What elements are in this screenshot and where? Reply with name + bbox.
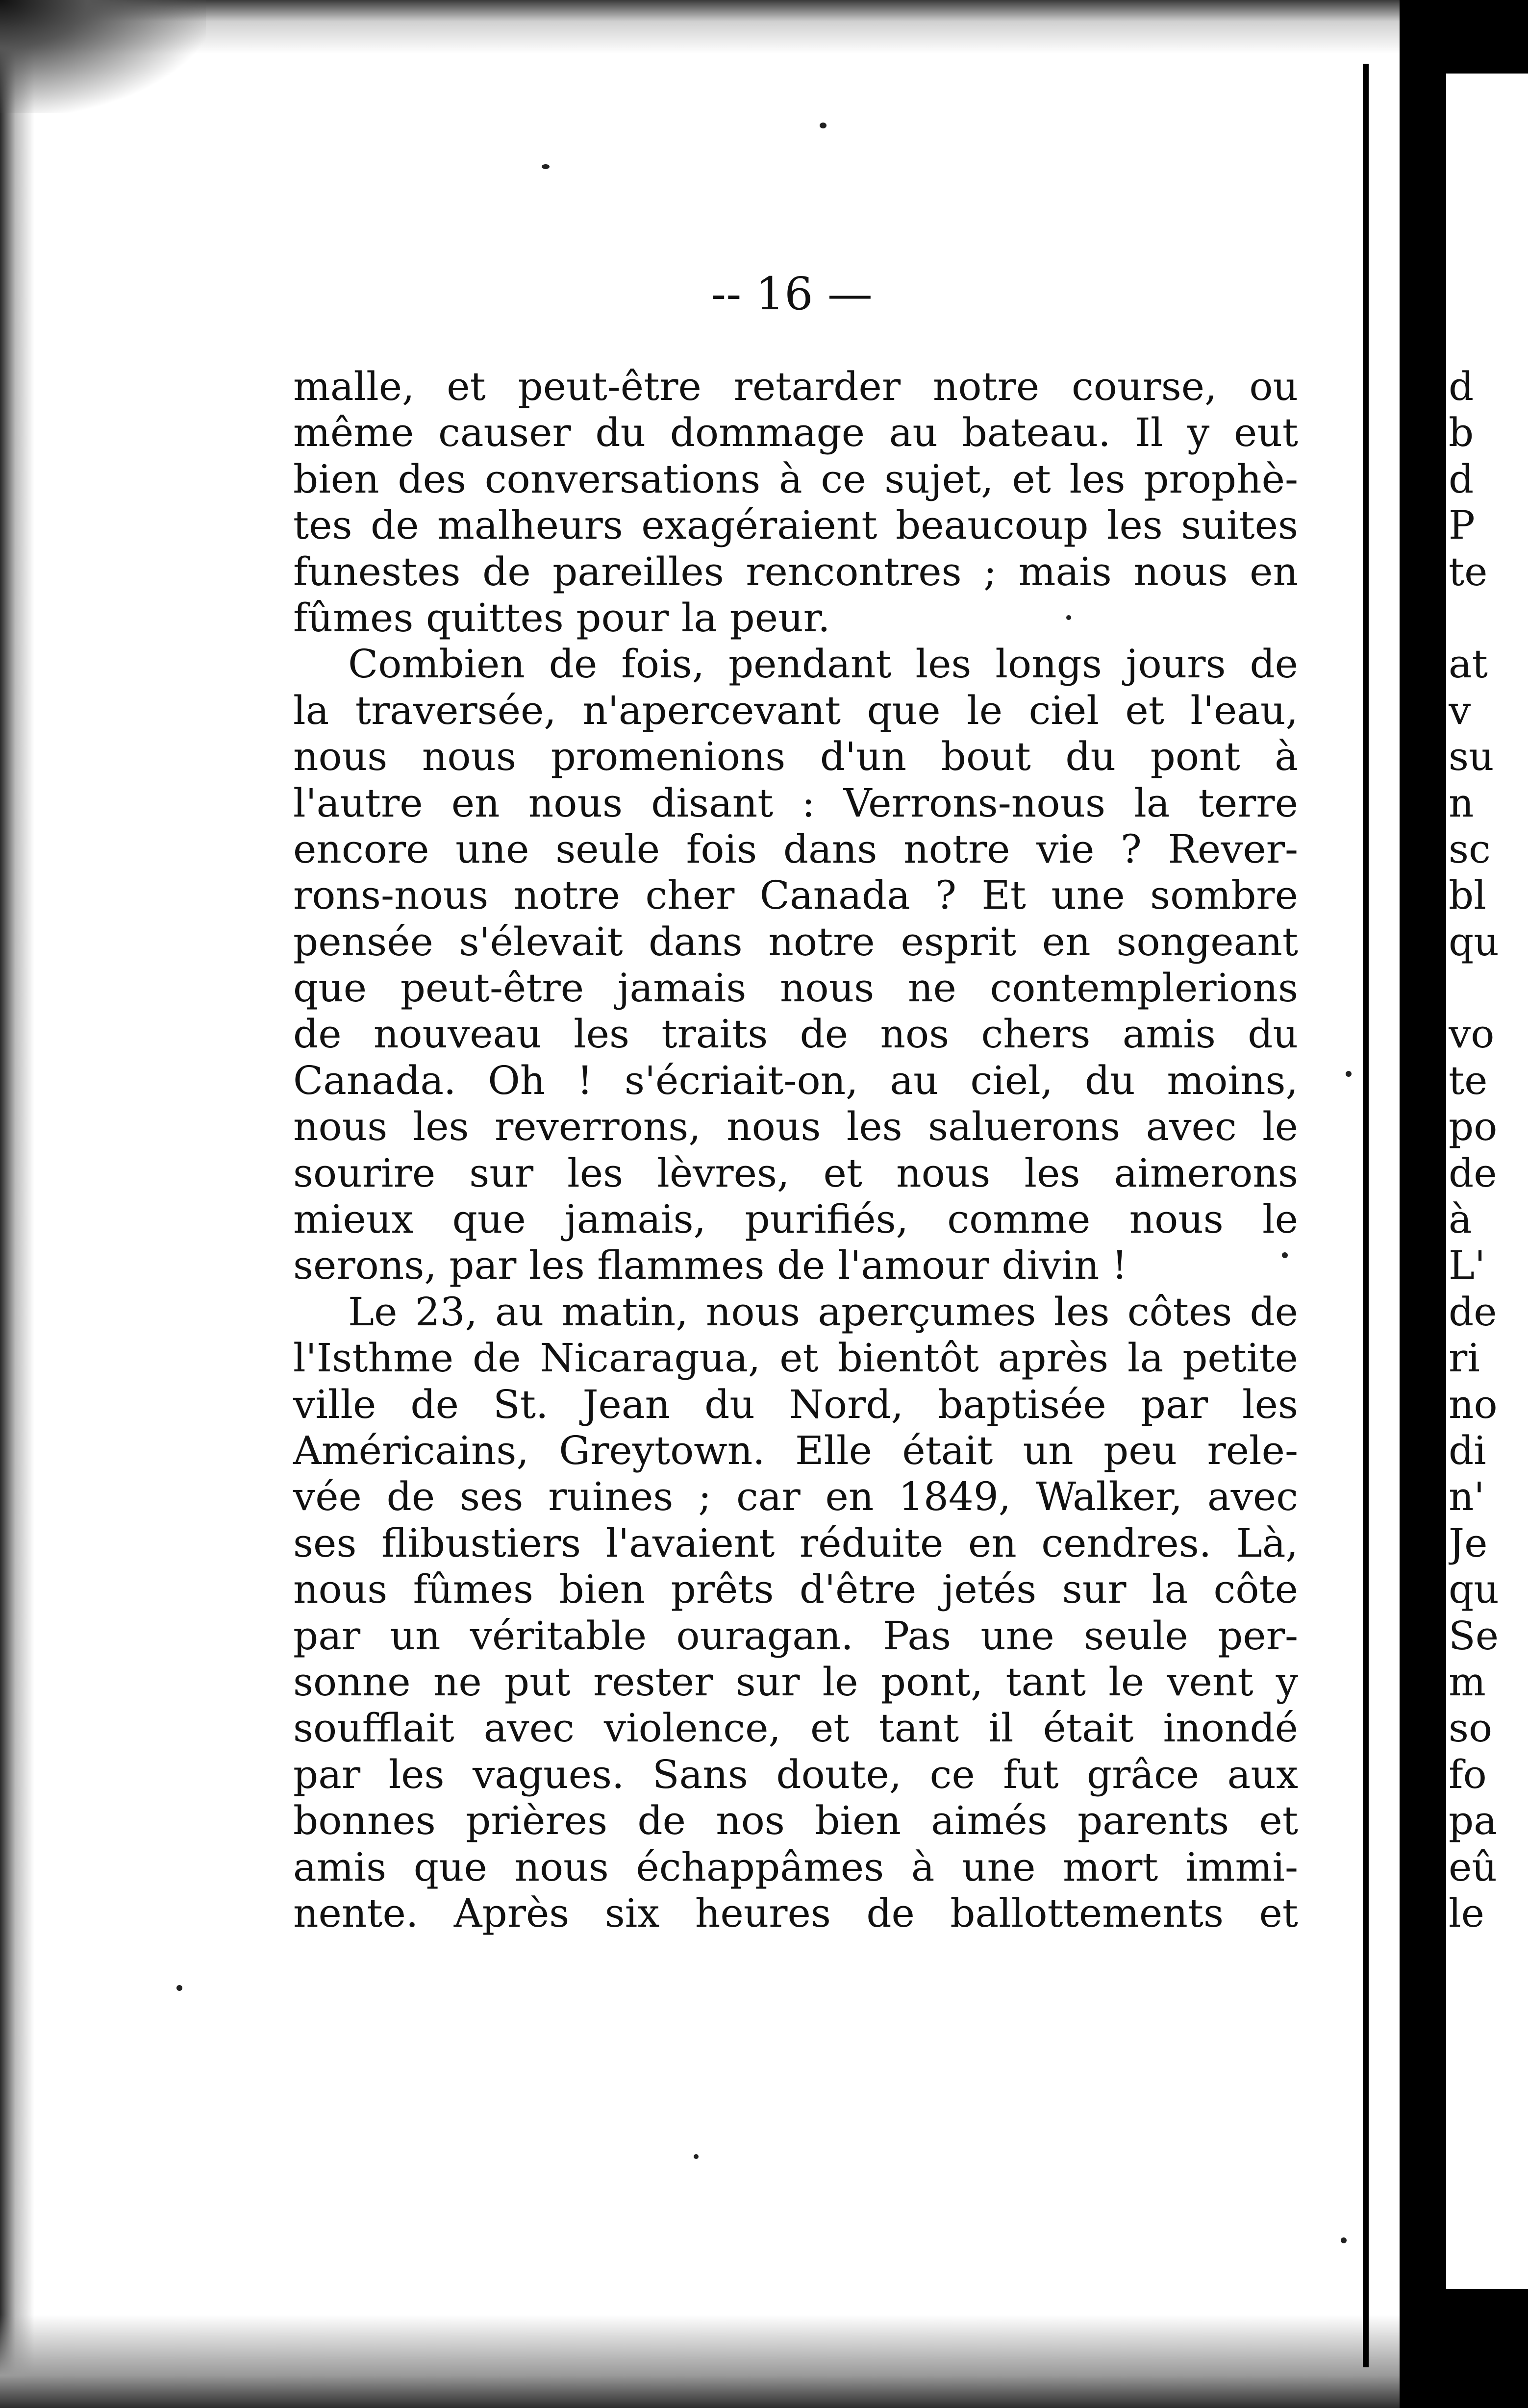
text-line: fûmes quittes pour la peur.: [293, 595, 830, 641]
text-line: bonnes prières de nos bien aimés parents et: [293, 1798, 1298, 1844]
facing-text-line: le: [1449, 1890, 1484, 1936]
text-line: nente. Après six heures de ballottements et: [293, 1890, 1298, 1936]
facing-text-line: at: [1449, 641, 1488, 687]
paragraph-start-line: Le 23, au matin, nous aperçumes les côtes de: [348, 1289, 1298, 1335]
page-number: -- 16 —: [711, 268, 873, 320]
facing-text-line: L': [1449, 1242, 1486, 1289]
facing-text-line: P: [1449, 502, 1475, 548]
text-line: nous fûmes bien prêts d'être jetés sur la côte: [293, 1566, 1298, 1613]
facing-text-line: di: [1449, 1427, 1486, 1473]
facing-page-text: [1449, 364, 1528, 1936]
text-line: Américains, Greytown. Elle était un peu rele-: [293, 1427, 1298, 1473]
text-line: ses flibustiers l'avaient réduite en cendres. Là,: [293, 1520, 1298, 1566]
facing-text-line: po: [1449, 1104, 1498, 1150]
facing-text-line: bl: [1449, 872, 1486, 919]
print-speck: [1066, 615, 1071, 620]
text-line: encore une seule fois dans notre vie ? Rever-: [293, 826, 1298, 872]
print-speck: [1341, 2237, 1347, 2243]
facing-text-line: n': [1449, 1474, 1485, 1520]
facing-text-line: Je: [1449, 1520, 1488, 1566]
print-speck: [176, 1985, 182, 1991]
text-line: funestes de pareilles rencontres ; mais nous en: [293, 548, 1298, 595]
facing-text-line: pa: [1449, 1798, 1497, 1844]
facing-text-line: n: [1449, 780, 1474, 826]
text-line: soufflait avec violence, et tant il était inondé: [293, 1705, 1298, 1751]
facing-text-line: de: [1449, 1289, 1497, 1335]
text-line: tes de malheurs exagéraient beaucoup les suites: [293, 502, 1298, 548]
facing-text-line: so: [1449, 1705, 1493, 1751]
page-top-edge-shadow: [0, 0, 1400, 54]
print-speck: [1346, 1071, 1352, 1077]
facing-text-line: [1449, 595, 1528, 641]
paragraph-start-line: Combien de fois, pendant les longs jours de: [348, 641, 1298, 687]
facing-text-line: v: [1449, 687, 1471, 733]
book-gutter-line: [1363, 64, 1369, 2367]
text-line: bien des conversations à ce sujet, et les prophè-: [293, 456, 1298, 502]
text-line: sourire sur les lèvres, et nous les aimerons: [293, 1150, 1298, 1196]
text-line: pensée s'élevait dans notre esprit en songeant: [293, 919, 1298, 965]
text-line: Canada. Oh ! s'écriait-on, au ciel, du moins,: [293, 1057, 1298, 1103]
text-line: sonne ne put rester sur le pont, tant le vent y: [293, 1659, 1298, 1705]
page-left-edge-shadow: [0, 0, 34, 2408]
facing-text-line: b: [1449, 410, 1474, 456]
text-line: l'Isthme de Nicaragua, et bientôt après la petite: [293, 1335, 1298, 1381]
text-line: par un véritable ouragan. Pas une seule per-: [293, 1613, 1298, 1659]
facing-text-line: no: [1449, 1381, 1498, 1427]
text-line: rons-nous notre cher Canada ? Et une sombre: [293, 872, 1298, 919]
page-corner-shadow: [0, 0, 206, 113]
facing-text-line: Se: [1449, 1613, 1499, 1659]
text-line: mieux que jamais, purifiés, comme nous le: [293, 1196, 1298, 1242]
text-line: la traversée, n'apercevant que le ciel et l'eau,: [293, 687, 1298, 733]
facing-text-line: qu: [1449, 1566, 1499, 1613]
page-bottom-edge-shadow: [0, 2315, 1400, 2408]
facing-text-line: [1449, 965, 1528, 1011]
body-text: [293, 364, 1298, 1936]
text-line: malle, et peut-être retarder notre course, ou: [293, 364, 1298, 409]
facing-text-line: ri: [1449, 1335, 1480, 1381]
facing-text-line: fo: [1449, 1751, 1487, 1797]
text-line: amis que nous échappâmes à une mort immi-: [293, 1844, 1298, 1890]
text-line: l'autre en nous disant : Verrons-nous la terre: [293, 780, 1298, 826]
text-line: ville de St. Jean du Nord, baptisée par les: [293, 1381, 1298, 1427]
text-line: nous nous promenions d'un bout du pont à: [293, 734, 1298, 780]
text-line: même causer du dommage au bateau. Il y eut: [293, 410, 1298, 456]
facing-text-line: vo: [1449, 1011, 1495, 1057]
text-line: de nouveau les traits de nos chers amis du: [293, 1011, 1298, 1057]
text-line: vée de ses ruines ; car en 1849, Walker, avec: [293, 1474, 1298, 1520]
facing-text-line: d: [1449, 456, 1474, 502]
facing-text-line: sc: [1449, 826, 1491, 872]
facing-text-line: m: [1449, 1659, 1486, 1705]
print-speck: [820, 123, 827, 128]
facing-text-line: qu: [1449, 919, 1499, 965]
text-line: serons, par les flammes de l'amour divin !: [293, 1242, 1127, 1289]
text-line: nous les reverrons, nous les saluerons avec le: [293, 1104, 1298, 1150]
facing-text-line: su: [1449, 734, 1494, 780]
facing-text-line: d: [1449, 364, 1474, 409]
print-speck: [1282, 1252, 1288, 1258]
facing-text-line: te: [1449, 1057, 1488, 1103]
facing-text-line: te: [1449, 548, 1488, 595]
print-speck: [694, 2154, 699, 2159]
print-speck: [542, 164, 550, 169]
facing-text-line: à: [1449, 1196, 1472, 1242]
facing-text-line: de: [1449, 1150, 1497, 1196]
text-line: que peut-être jamais nous ne contemplerions: [293, 965, 1298, 1011]
facing-text-line: eû: [1449, 1844, 1497, 1890]
text-line: par les vagues. Sans doute, ce fut grâce aux: [293, 1751, 1298, 1797]
